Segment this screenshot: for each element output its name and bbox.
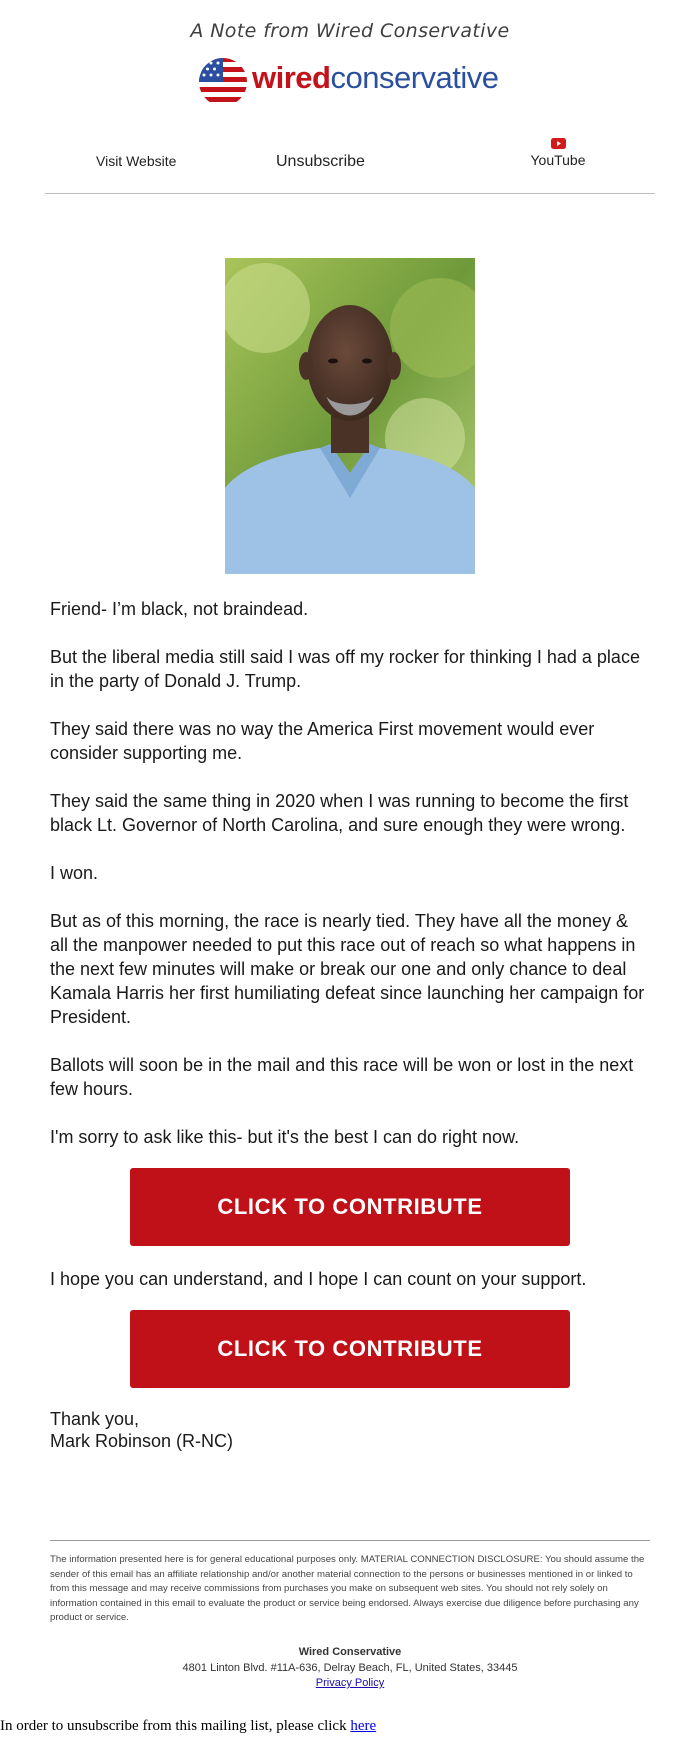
note-title: A Note from Wired Conservative	[190, 20, 510, 42]
body-paragraph-9: I hope you can understand, and I hope I can count on your support.	[50, 1269, 587, 1289]
body-paragraph-4: They said the same thing in 2020 when I was running to become the first black Lt. Governor of North Carolina, and sure enough they were wrong.	[50, 791, 629, 835]
body-paragraph-8: I'm sorry to ask like this- but it's the best I can do right now.	[50, 1127, 520, 1147]
contribute-button-1[interactable]: CLICK TO CONTRIBUTE	[130, 1168, 570, 1246]
signoff-line: Thank you,	[50, 1409, 140, 1429]
body-paragraph-3: They said there was no way the America First movement would ever consider supporting me.	[50, 719, 595, 763]
contribute-button-2[interactable]: CLICK TO CONTRIBUTE	[130, 1310, 570, 1388]
candidate-portrait	[225, 258, 475, 574]
footer-address: 4801 Linton Blvd. #11A-636, Delray Beach, FL, United States, 33445	[182, 1661, 518, 1674]
logo-word-conservative: conservative	[330, 60, 499, 95]
unsubscribe-here-link[interactable]: here	[350, 1718, 377, 1734]
body-paragraph-2: But the liberal media still said I was off my rocker for thinking I had a place in the party of Donald J. Trump.	[50, 647, 640, 691]
logo-wordmark	[252, 60, 499, 96]
us-flag-circle-icon	[198, 57, 248, 107]
header-divider	[45, 193, 655, 194]
visit-website-link[interactable]: Visit Website	[96, 153, 177, 169]
footer-divider	[50, 1540, 650, 1541]
unsubscribe-text: In order to unsubscribe from this mailing list, please click	[0, 1718, 351, 1734]
wired-conservative-logo[interactable]	[198, 57, 498, 109]
privacy-policy-link[interactable]: Privacy Policy	[315, 1677, 385, 1689]
signoff-block	[50, 1408, 233, 1452]
unsubscribe-link[interactable]: Unsubscribe	[276, 153, 365, 170]
youtube-play-icon	[551, 138, 566, 149]
body-paragraph-5: I won.	[50, 863, 99, 883]
body-paragraph-1: Friend- I’m black, not braindead.	[50, 599, 309, 619]
signature-name: Mark Robinson (R-NC)	[50, 1431, 234, 1451]
logo-word-wired: wired	[252, 60, 331, 95]
body-paragraph-6: But as of this morning, the race is nearly tied. They have all the money & all the manpower needed to put this race out of reach so what happens in the next few minutes will make or break our one and only chance to deal Kamala Harris her first humiliating defeat since launching her campaign for President.	[50, 911, 645, 1027]
footer-org-name: Wired Conservative	[298, 1646, 402, 1658]
disclosure-text: The information presented here is for general educational purposes only. MATERIAL CONNECTION DISCLOSURE: You should assume the sender of this email has an affiliate relationship and/or another material connection to the persons or businesses mentioned in or linked to from this message and may receive commissions from purchases you make on subsequent web sites. You should not rely solely on information contained in this email to evaluate the product or service being endorsed. Always exercise due diligence before purchasing any product or service.	[50, 1554, 645, 1623]
body-paragraph-7: Ballots will soon be in the mail and this race will be won or lost in the next few hours.	[50, 1055, 634, 1099]
footer-address-block	[0, 1645, 700, 1692]
youtube-label: YouTube	[530, 152, 586, 168]
unsubscribe-footer	[0, 1718, 376, 1735]
youtube-link[interactable]	[530, 138, 586, 168]
